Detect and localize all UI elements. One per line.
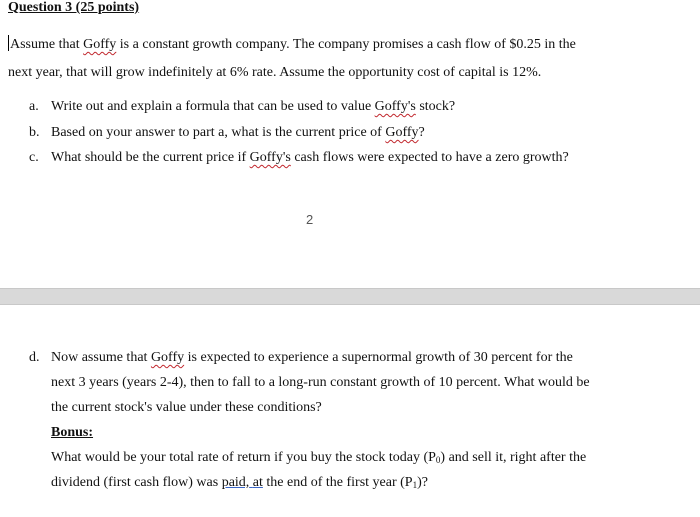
page-break [0, 288, 700, 305]
item-text: Write out and explain a formula that can be used to value Goffy's stock? [51, 99, 456, 114]
underlined-paid: paid, [221, 475, 250, 490]
item-label: b. [29, 125, 40, 140]
item-text: What should be the current price if Goffy's cash flows were expected to have a zero growth? [51, 150, 569, 165]
intro-text: Assume that [10, 37, 84, 52]
item-d-line: next 3 years (years 2-4), then to fall to a long-run constant growth of 10 percent. What would be [51, 375, 590, 390]
spellcheck-word[interactable]: Goffy [83, 37, 117, 52]
item-text: Based on your answer to part a, what is the current price of Goffy? [51, 125, 425, 140]
item-label: a. [29, 99, 39, 114]
subscript: 1 [412, 480, 418, 490]
subscript: 0 [435, 455, 441, 465]
intro-text: is a constant growth company. The company promises a cash flow of $0.25 in the [116, 37, 576, 52]
item-label: c. [29, 150, 39, 165]
bonus-line: dividend (first cash flow) was paid, at the end of the first year $(P_1)$? [51, 475, 428, 490]
spellcheck-word[interactable]: Goffy [150, 350, 185, 365]
bonus-label: Bonus: [51, 425, 94, 440]
intro-line-2: next year, that will grow indefinitely at 6% rate. Assume the opportunity cost of capital is 12%. [8, 65, 542, 80]
bonus-line: What would be your total rate of return if you buy the stock today $(P_0)$ and sell it, right after the [51, 450, 587, 465]
item-d-body [51, 345, 590, 495]
item-d-line: Now assume that Goffy is expected to experience a supernormal growth of 30 percent for the [51, 350, 573, 365]
item-label: d. [29, 350, 40, 365]
question-heading: Question 3 (25 points) [8, 0, 140, 15]
text-cursor [8, 35, 9, 51]
intro-line-1 [8, 31, 688, 59]
underlined-at: at [252, 475, 263, 490]
page-number: 2 [306, 212, 314, 227]
spellcheck-word[interactable]: Goffy [385, 125, 419, 140]
spellcheck-word[interactable]: Goffy's [374, 99, 416, 114]
bonus-label-line [51, 420, 590, 445]
document-page-bottom [0, 305, 700, 517]
spellcheck-word[interactable]: Goffy's [249, 150, 291, 165]
item-d-line: the current stock's value under these conditions? [51, 400, 322, 415]
